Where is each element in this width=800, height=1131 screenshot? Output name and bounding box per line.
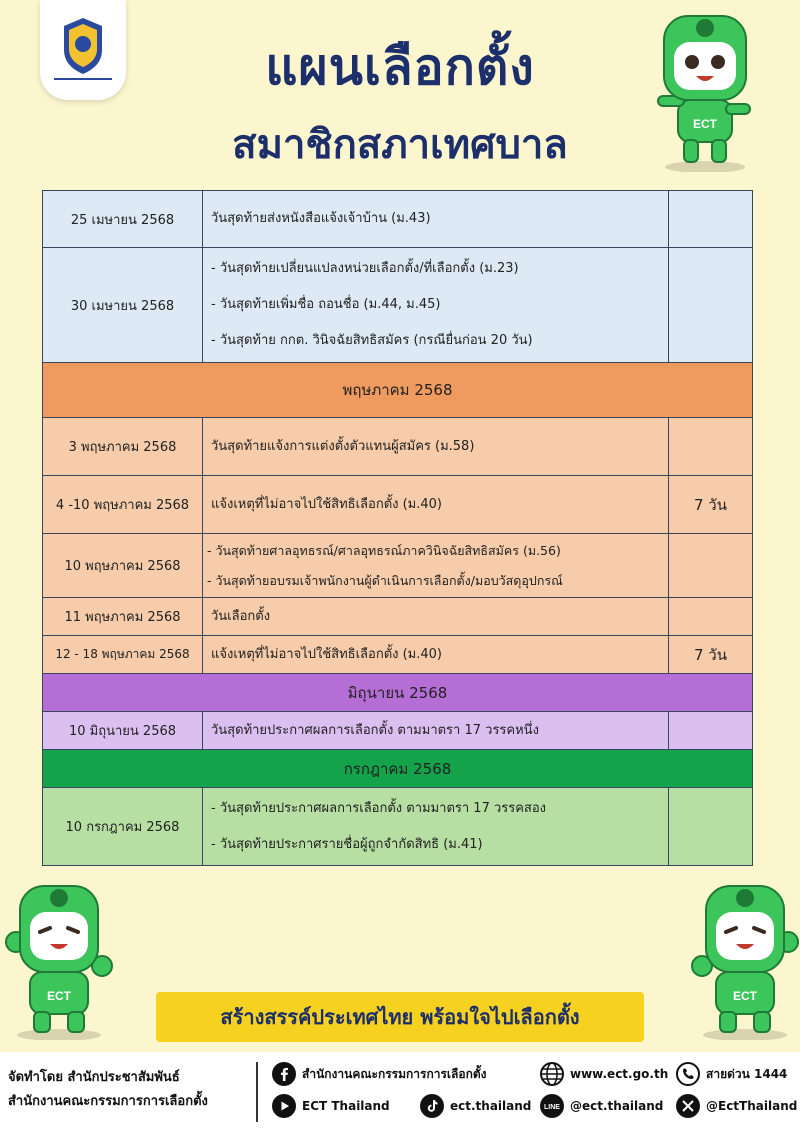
row-description: [203, 191, 669, 248]
footer: [0, 1052, 800, 1131]
footer-divider: [256, 1062, 258, 1122]
line-icon: [540, 1094, 564, 1118]
row-line: วันสุดท้ายประกาศผลการเลือกตั้ง ตามมาตรา 17 วรรคหนึ่ง: [211, 722, 539, 738]
row-date: 10 พฤษภาคม 2568: [43, 534, 203, 598]
row-description: [203, 476, 669, 534]
youtube-link[interactable]: [272, 1094, 390, 1118]
tiktok-label: ect.thailand: [450, 1099, 532, 1113]
svg-text:ECT: ECT: [733, 989, 757, 1003]
month-header-july: [43, 750, 753, 788]
row-date: 10 มิถุนายน 2568: [43, 712, 203, 750]
row-date: 3 พฤษภาคม 2568: [43, 418, 203, 476]
row-line: วันสุดท้ายส่งหนังสือแจ้งเจ้าบ้าน (ม.43): [211, 211, 431, 226]
table-row: [43, 788, 753, 866]
row-line: - วันสุดท้ายเปลี่ยนแปลงหน่วยเลือกตั้ง/ที่เลือกตั้ง (ม.23): [211, 261, 519, 276]
election-schedule-table: [42, 190, 753, 866]
row-line: วันเลือกตั้ง: [211, 608, 271, 624]
month-label: พฤษภาคม 2568: [43, 363, 753, 418]
row-line: แจ้งเหตุที่ไม่อาจไปใช้สิทธิเลือกตั้ง (ม.40): [211, 646, 442, 662]
row-duration: 7 วัน: [669, 476, 753, 534]
row-date: 30 เมษายน 2568: [43, 248, 203, 363]
hotline[interactable]: [676, 1062, 787, 1086]
mascot-waving-icon: [650, 12, 760, 172]
facebook-link[interactable]: [272, 1062, 486, 1086]
row-date: 10 กรกฎาคม 2568: [43, 788, 203, 866]
row-description: [203, 636, 669, 674]
row-duration: [669, 418, 753, 476]
row-description: [203, 712, 669, 750]
producer-line: จัดทำโดย สำนักประชาสัมพันธ์: [8, 1070, 180, 1085]
producer-credit: [8, 1066, 208, 1114]
table-row: [43, 598, 753, 636]
mascot-flexing-icon: [690, 880, 800, 1040]
table-row: [43, 476, 753, 534]
row-line: - วันสุดท้าย กกต. วินิจฉัยสิทธิสมัคร (กรณียื่นก่อน 20 วัน): [211, 333, 533, 348]
row-line: วันสุดท้ายแจ้งการแต่งตั้งตัวแทนผู้สมัคร (ม.58): [211, 438, 475, 454]
slogan-banner: สร้างสรรค์ประเทศไทย พร้อมใจไปเลือกตั้ง: [156, 992, 644, 1042]
row-duration: [669, 598, 753, 636]
facebook-label: สำนักงานคณะกรรมการการเลือกตั้ง: [302, 1066, 487, 1081]
row-description: [203, 534, 669, 598]
line-label: @ect.thailand: [570, 1099, 664, 1113]
ect-emblem-icon: [50, 14, 116, 86]
table-row: [43, 534, 753, 598]
row-line: - วันสุดท้ายอบรมเจ้าพนักงานผู้ดำเนินการเลือกตั้ง/มอบวัสดุอุปกรณ์: [207, 572, 563, 588]
row-line: แจ้งเหตุที่ไม่อาจไปใช้สิทธิเลือกตั้ง (ม.40): [211, 496, 442, 512]
page-subtitle: สมาชิกสภาเทศบาล: [232, 122, 568, 168]
table-row: [43, 712, 753, 750]
row-description: [203, 598, 669, 636]
hotline-label: สายด่วน 1444: [706, 1066, 788, 1081]
page-title: แผนเลือกตั้ง: [265, 38, 535, 96]
row-duration: [669, 712, 753, 750]
globe-icon: [540, 1062, 564, 1086]
phone-icon: [676, 1062, 700, 1086]
x-label: @EctThailand: [706, 1099, 798, 1113]
row-duration: [669, 534, 753, 598]
row-date: 11 พฤษภาคม 2568: [43, 598, 203, 636]
row-description: [203, 788, 669, 866]
svg-text:ECT: ECT: [47, 989, 71, 1003]
month-label: กรกฎาคม 2568: [43, 750, 753, 788]
x-link[interactable]: [676, 1094, 797, 1118]
row-duration: [669, 788, 753, 866]
row-date: 12 - 18 พฤษภาคม 2568: [43, 636, 203, 674]
row-duration: [669, 248, 753, 363]
table-row: [43, 191, 753, 248]
website-link[interactable]: [540, 1062, 668, 1086]
youtube-label: ECT Thailand: [302, 1099, 390, 1113]
month-header-may: [43, 363, 753, 418]
x-twitter-icon: [676, 1094, 700, 1118]
table-row: [43, 248, 753, 363]
row-date: 4 -10 พฤษภาคม 2568: [43, 476, 203, 534]
tiktok-link[interactable]: [420, 1094, 531, 1118]
row-description: [203, 418, 669, 476]
svg-text:ECT: ECT: [693, 117, 717, 131]
row-line: - วันสุดท้ายศาลอุทธรณ์/ศาลอุทธรณ์ภาควินิจฉัยสิทธิสมัคร (ม.56): [207, 542, 561, 558]
table-row: [43, 418, 753, 476]
row-duration: [669, 191, 753, 248]
row-line: - วันสุดท้ายประกาศผลการเลือกตั้ง ตามมาตรา 17 วรรคสอง: [211, 800, 547, 816]
row-duration: 7 วัน: [669, 636, 753, 674]
table-row: [43, 636, 753, 674]
row-description: [203, 248, 669, 363]
row-line: - วันสุดท้ายประกาศรายชื่อผู้ถูกจำกัดสิทธิ (ม.41): [211, 836, 483, 852]
row-date: 25 เมษายน 2568: [43, 191, 203, 248]
youtube-icon: [272, 1094, 296, 1118]
row-line: - วันสุดท้ายเพิ่มชื่อ ถอนชื่อ (ม.44, ม.45): [211, 297, 441, 312]
month-label: มิถุนายน 2568: [43, 674, 753, 712]
tiktok-icon: [420, 1094, 444, 1118]
svg-text:LINE: LINE: [544, 1104, 560, 1111]
mascot-cheering-icon: [4, 880, 114, 1040]
ect-logo: [40, 0, 126, 100]
producer-line: สำนักงานคณะกรรมการการเลือกตั้ง: [8, 1094, 208, 1109]
month-header-june: [43, 674, 753, 712]
facebook-icon: [272, 1062, 296, 1086]
line-link[interactable]: [540, 1094, 663, 1118]
website-label: www.ect.go.th: [570, 1067, 669, 1081]
